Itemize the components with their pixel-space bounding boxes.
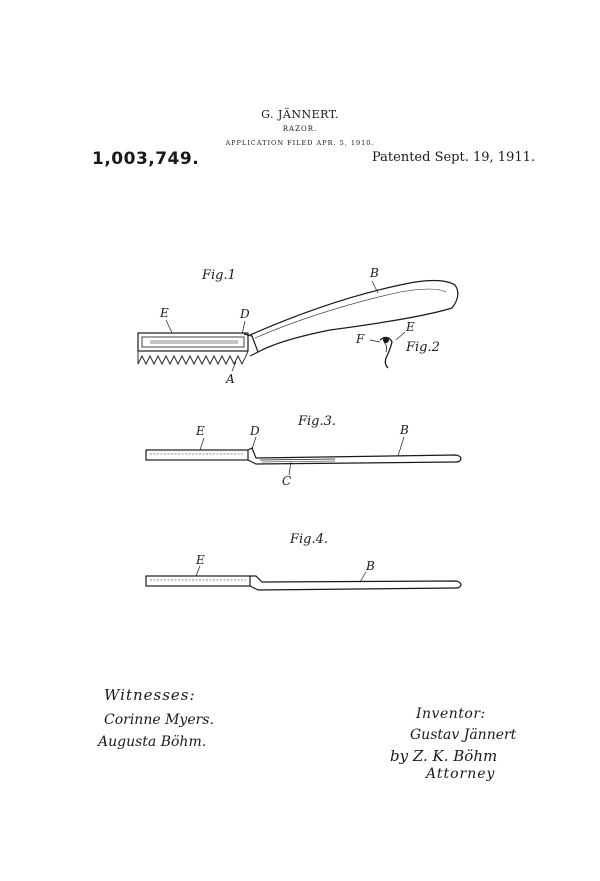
- fig3-part-c: C: [282, 474, 292, 488]
- attorney-label: Attorney: [426, 766, 496, 782]
- witness-1-signature: Corinne Myers.: [104, 712, 214, 728]
- fig1-part-b: B: [370, 266, 379, 280]
- patent-date: Patented Sept. 19, 1911.: [372, 150, 536, 165]
- invention-title: RAZOR.: [282, 125, 318, 133]
- witnesses-heading: Witnesses:: [104, 686, 196, 704]
- figure-3-drawing: [146, 437, 461, 475]
- patent-number: 1,003,749.: [92, 149, 200, 169]
- fig2-part-f: F: [356, 332, 365, 346]
- fig1-part-e: E: [160, 306, 169, 320]
- inventor-signature: Gustav Jännert: [410, 727, 517, 743]
- fig1-part-a: A: [226, 372, 235, 386]
- fig1-part-d: D: [240, 307, 250, 321]
- fig1-label: Fig.1: [202, 268, 236, 283]
- fig4-part-b: B: [366, 559, 375, 573]
- witness-2-signature: Augusta Böhm.: [98, 734, 207, 750]
- inventor-heading: Inventor:: [416, 706, 486, 722]
- fig3-part-d: D: [250, 424, 260, 438]
- fig4-part-e: E: [196, 553, 205, 567]
- fig2-label: Fig.2: [406, 340, 440, 355]
- fig3-part-b: B: [400, 423, 409, 437]
- inventor-name-header: G. JÄNNERT.: [261, 108, 339, 121]
- fig3-label: Fig.3.: [298, 414, 337, 429]
- fig3-part-e: E: [196, 424, 205, 438]
- fig2-part-e: E: [406, 320, 415, 334]
- attorney-signature: by Z. K. Böhm: [390, 747, 498, 765]
- application-filed-line: APPLICATION FILED APR. 5, 1910.: [225, 139, 375, 147]
- figure-4-drawing: [146, 566, 461, 590]
- fig4-label: Fig.4.: [290, 532, 329, 547]
- figure-2-drawing: [370, 332, 405, 368]
